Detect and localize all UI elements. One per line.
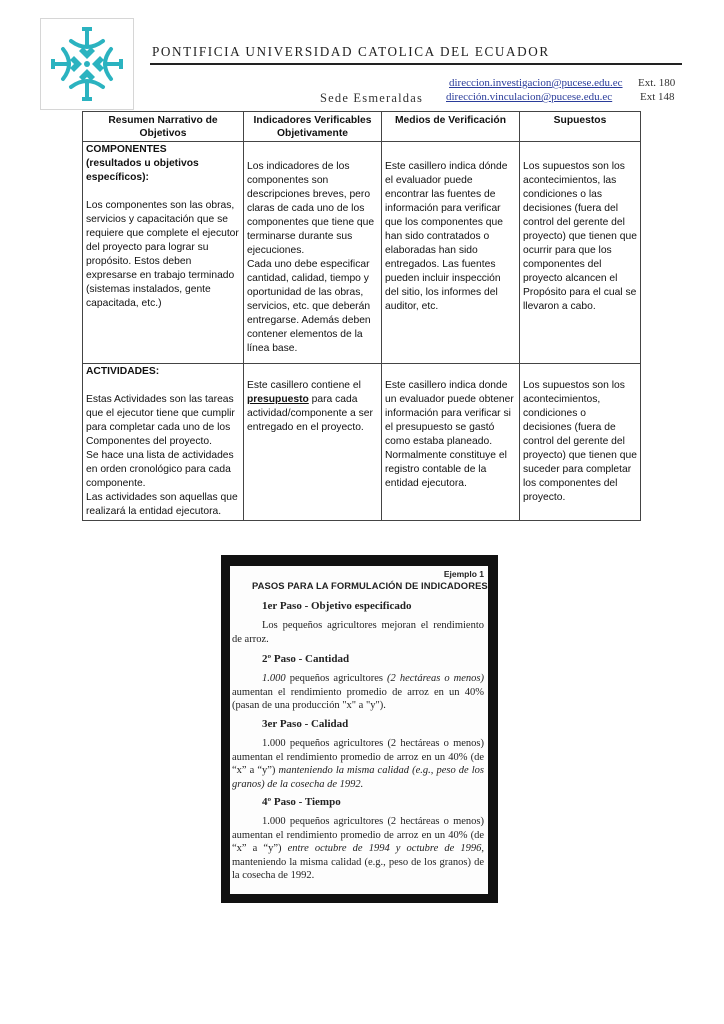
componentes-resumen-cell [83,142,244,364]
table-row [83,364,641,521]
pucese-cross-logo-icon [41,19,133,109]
actividades-supuestos-text: Los supuestos son los acontecimientos, condiciones o decisiones (fuera de control del gerente del proyecto) que tienen que suceder para completar los componentes del proyecto. [523,380,637,503]
step-3-text-part: manteniendo la misma calidad (e.g., peso de los granos) de la cosecha de 1992. [232,765,484,790]
actividades-medios-text: Este casillero indica donde un evaluador puede obtener información para verificar si el presupuesto se gastó como estaba planeado. Normalmente constituye el registro contable de la entidad ejecutora. [385,380,514,489]
logical-framework-table [82,111,641,521]
step-3-heading: 3er Paso - Calidad [262,718,349,730]
componentes-medios-text: Este casillero indica dónde el evaluador puede encontrar las fuentes de información para verificar que los componentes que han sido contratados o elaboradas han sido entregados. Las fuentes pueden incluir inspección del sitio, los informes del auditor, etc. [385,161,508,312]
email-link-vinculacion[interactable]: dirección.vinculacion@pucese.edu.ec [446,91,613,103]
university-name: PONTIFICIA UNIVERSIDAD CATOLICA DEL ECUADOR [152,44,550,59]
actividades-title: ACTIVIDADES: [86,366,160,377]
header-divider [150,63,682,65]
table-header-row [83,112,641,142]
step-2-text-part: 1.000 [262,673,286,684]
step-3-text [232,737,484,791]
actividades-resumen-text: Estas Actividades son las tareas que el ejecutor tiene que cumplir para completar cada uno de los Componentes del proyecto. Se hace una lista de actividades en orden cronológico para cada componente. Las actividades son aquellas que realizará la entidad ejecutora. [86,394,238,517]
example-label: Ejemplo 1 [443,569,484,579]
componentes-resumen-text: Los componentes son las obras, servicios y capacitación que se requiere que complete el ejecutor del proyecto para lograr su propósito. Estos deben expresarse en trabajo terminado (sistemas instalados, gente capacitada, etc.) [86,200,239,309]
actividades-medios-cell [382,364,520,521]
componentes-supuestos-cell [520,142,641,364]
example-image [230,566,488,894]
componentes-indicadores-text: Los indicadores de los componentes son descripciones breves, pero claras de cada uno de los componentes que tiene que terminarse durante sus ejecuciones. Cada uno debe especificar cantidad, calidad, tiempo y oportunidad de las obras, servicios, etc. que deberán entregarse. Además deben contener elementos de la línea base. [247,161,375,354]
componentes-indicadores-cell [244,142,382,364]
actividades-resumen-cell [83,364,244,521]
actividades-indicadores-post: para cada actividad/componente a ser entregado en el proyecto. [247,394,373,433]
step-1-heading: 1er Paso - Objetivo especificado [262,600,412,612]
step-2-text [232,672,484,713]
header-indicadores: Indicadores Verificables Objetivamente [244,112,382,142]
step-4-text-part: , manteniendo la misma calidad (e.g., peso de los granos) de la cosecha de 1992. [232,843,484,882]
extension-investigacion: Ext. 180 [638,77,676,89]
sede-name: Sede Esmeraldas [320,91,424,105]
email-link-investigacion[interactable]: direccion.investigacion@pucese.edu.ec [449,77,623,89]
step-2-text-part: aumentan el rendimiento promedio de arroz en un 40% (pasan de una producción "x" a "y"). [232,686,484,712]
header-resumen: Resumen Narrativo de Objetivos [83,112,244,142]
header-supuestos: Supuestos [520,112,641,142]
step-4-text-part: 1.000 pequeños agricultores (2 hectáreas o menos) aumentan el rendimiento promedio de arroz en un 40% (de “x” a “y”) [232,816,484,855]
step-4-text [232,815,484,883]
step-2-heading: 2º Paso - Cantidad [262,653,350,665]
componentes-medios-cell [382,142,520,364]
actividades-indicadores-cell [244,364,382,521]
header-medios: Medios de Verificación [382,112,520,142]
table-row [83,142,641,364]
step-1-text: Los pequeños agricultores mejoran el rendimiento de arroz. [232,620,484,645]
step-2-text-part: (2 hectáreas o menos) [387,673,484,684]
step-4-heading: 4º Paso - Tiempo [262,796,341,808]
actividades-indicadores-pre: Este casillero contiene el [247,380,361,391]
componentes-title: COMPONENTES (resultados u objetivos específicos): [86,144,199,183]
actividades-supuestos-cell [520,364,641,521]
example-title: PASOS PARA LA FORMULACIÓN DE INDICADORES [252,580,488,591]
actividades-indicadores-bold: presupuesto [247,394,309,405]
step-4-text-part: entre octubre de 1994 y octubre de 1996 [287,843,482,855]
step-3-text-part: 1.000 pequeños agricultores (2 hectáreas o menos) aumentan el rendimiento promedio de arroz en un 40% (de “x” a “y”) [232,738,484,777]
extension-vinculacion: Ext 148 [640,91,675,103]
componentes-supuestos-text: Los supuestos son los acontecimientos, las condiciones o las decisiones (fuera del control del gerente del proyecto) que tienen que ocurrir para que los componentes del proyecto alcancen el Propósito para el cual se llevaron a cabo. [523,161,637,312]
step-2-text-part: pequeños agricultores [285,673,388,684]
logo-box [40,18,134,110]
